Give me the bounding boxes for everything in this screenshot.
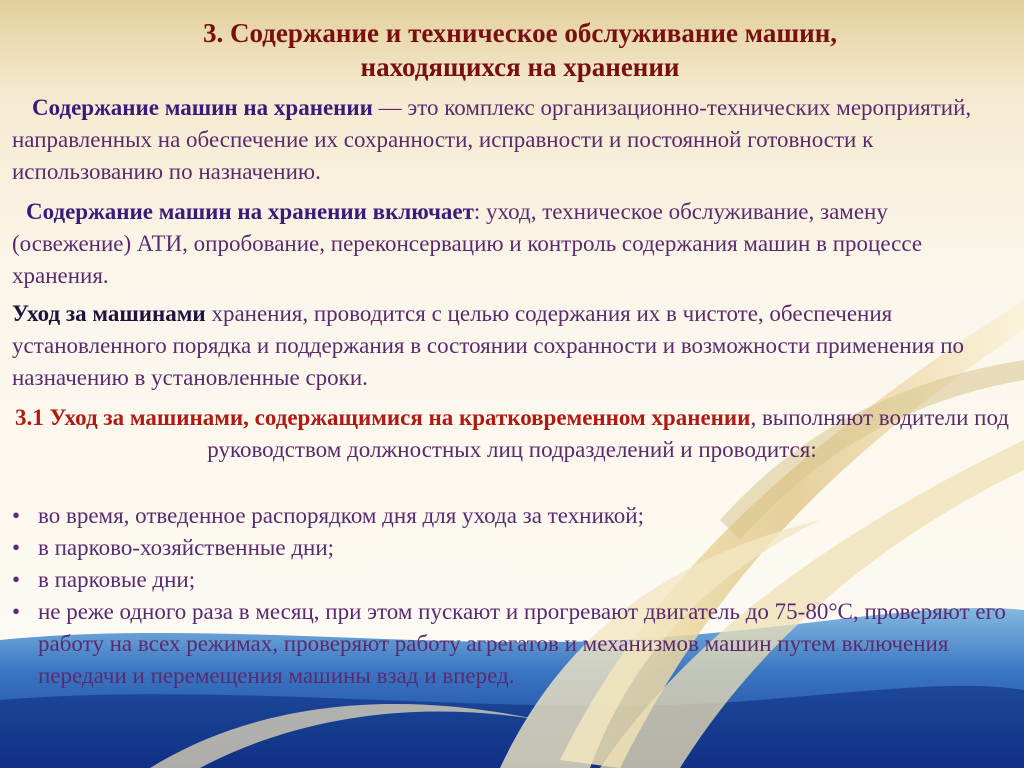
bullet-icon: • xyxy=(12,599,21,624)
title-line-2: находящихся на хранении xyxy=(360,52,680,82)
term-machine-care: Уход за машинами xyxy=(12,301,206,326)
section-3-1 xyxy=(12,402,1012,466)
paragraph-definition xyxy=(12,92,1012,188)
paragraph-care xyxy=(12,298,1012,394)
paragraph-includes xyxy=(12,196,1012,292)
list-item-text: не реже одного раза в месяц, при этом пускают и прогревают двигатель до 75-80°С, проверяют его работу на всех режимах, проверяют работу агрегатов и механизмов машин путем включения передачи и перемещения машины взад и вперед. xyxy=(38,599,1006,688)
list-item xyxy=(0,596,1010,692)
bullet-icon: • xyxy=(12,535,21,560)
bullet-icon: • xyxy=(12,503,21,528)
bullet-list xyxy=(0,500,1010,692)
term-storage-includes: Содержание машин на хранении включает xyxy=(26,199,474,224)
list-item xyxy=(0,564,1010,596)
bullet-icon: • xyxy=(12,567,21,592)
list-item-text: в парковые дни; xyxy=(38,567,196,592)
title-line-1: 3. Содержание и техническое обслуживание машин, xyxy=(202,18,838,48)
section-3-1-text: , выполняют водители под руководством должностных лиц подразделений и проводится: xyxy=(207,405,1009,462)
list-item xyxy=(0,500,1010,532)
list-item-text: во время, отведенное распорядком дня для ухода за техникой; xyxy=(38,503,644,528)
definition-text: — это комплекс организационно-технических мероприятий, направленных на обеспечение их сохранности, исправности и постоянной готовности к использованию по назначению. xyxy=(12,95,972,184)
includes-text: : уход, техническое обслуживание, замену (освежение) АТИ, опробование, переконсервацию и контроль содержания машин в процессе хранения. xyxy=(12,199,923,288)
list-item-text: в парково-хозяйственные дни; xyxy=(38,535,335,560)
care-text: хранения, проводится с целью содержания их в чистоте, обеспечения установленного порядка и поддержания в состоянии сохранности и возможности применения по назначению в установленные сроки. xyxy=(12,301,965,390)
slide-title xyxy=(60,16,980,84)
section-3-1-heading: 3.1 Уход за машинами, содержащимися на кратковременном хранении xyxy=(14,405,751,430)
term-storage-maintenance: Содержание машин на хранении xyxy=(32,95,373,120)
list-item xyxy=(0,532,1010,564)
